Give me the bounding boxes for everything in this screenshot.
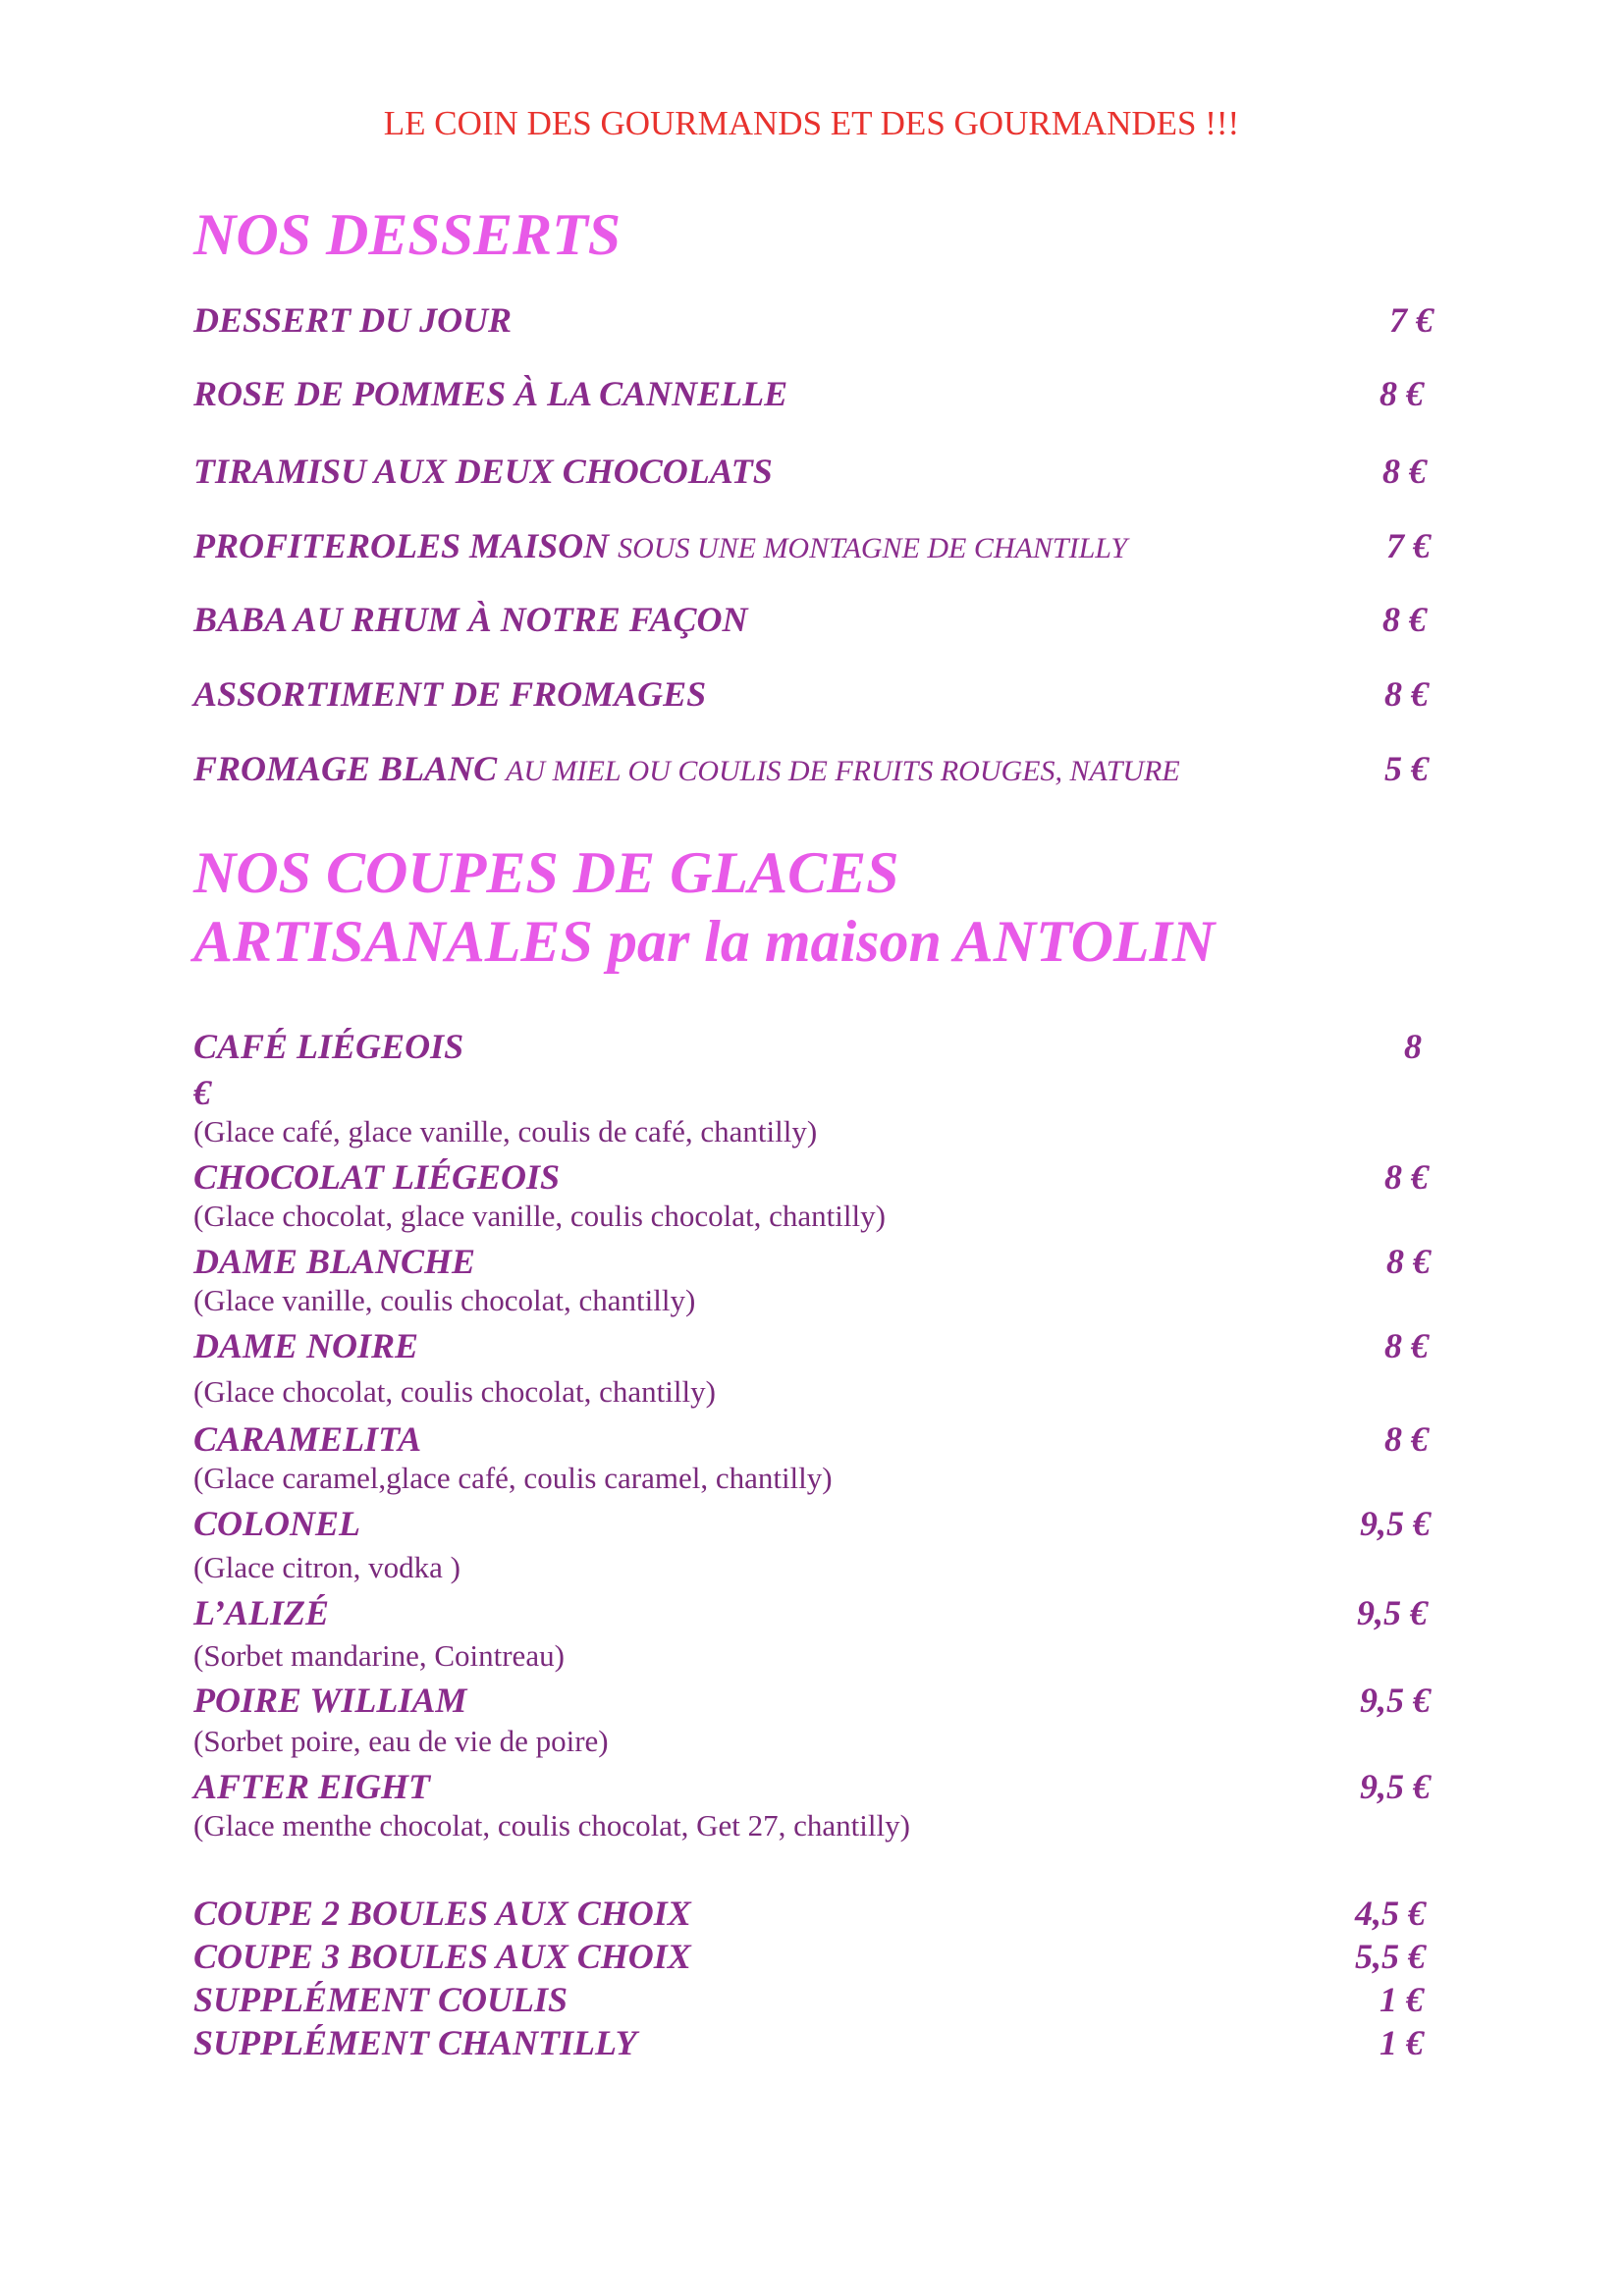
- dessert-item-subtext: AU MIEL OU COULIS DE FRUITS ROUGES, NATURE: [506, 755, 1180, 787]
- dessert-item-name: FROMAGE BLANC: [193, 749, 498, 788]
- glace-item-price: 8 €: [1386, 1242, 1431, 1281]
- dessert-item-price: 8 €: [1380, 374, 1424, 413]
- glace-item-price: 9,5 €: [1360, 1767, 1431, 1806]
- dessert-item-price: 8 €: [1382, 452, 1427, 491]
- dessert-item-row: [193, 525, 1127, 566]
- glace-item-name: CAFÉ LIÉGEOIS: [193, 1027, 464, 1066]
- glace-item-description: (Glace chocolat, coulis chocolat, chantilly): [193, 1374, 716, 1409]
- dessert-item-price: 7 €: [1389, 300, 1434, 340]
- dessert-item-name: TIRAMISU AUX DEUX CHOCOLATS: [193, 452, 773, 491]
- glace-item-price: 9,5 €: [1360, 1681, 1431, 1720]
- extra-item-name: SUPPLÉMENT CHANTILLY: [193, 2023, 637, 2062]
- glace-item-description: (Glace citron, vodka ): [193, 1550, 460, 1584]
- dessert-item-name: PROFITEROLES MAISON: [193, 526, 610, 565]
- glace-item-price: 8: [1404, 1027, 1422, 1066]
- extra-item-price: 5,5 €: [1355, 1937, 1426, 1976]
- glace-item-description: (Glace café, glace vanille, coulis de café, chantilly): [193, 1114, 818, 1148]
- glace-item-price: 8 €: [1384, 1419, 1429, 1459]
- extra-item-name: COUPE 2 BOULES AUX CHOIX: [193, 1894, 691, 1933]
- dessert-item-name: DESSERT DU JOUR: [193, 300, 513, 340]
- extra-item-price: 1 €: [1380, 2023, 1424, 2062]
- dessert-item-price: 8 €: [1384, 674, 1429, 714]
- glace-item-description: (Sorbet mandarine, Cointreau): [193, 1638, 565, 1673]
- glace-item-name: POIRE WILLIAM: [193, 1681, 467, 1720]
- glaces-title-line2: ARTISANALES par la maison ANTOLIN: [193, 909, 1216, 974]
- dessert-item-price: 8 €: [1382, 600, 1427, 639]
- glace-item-price: 8 €: [1384, 1157, 1429, 1197]
- glace-item-price: 8 €: [1384, 1326, 1429, 1365]
- dessert-item-name: ROSE DE POMMES À LA CANNELLE: [193, 374, 788, 413]
- glace-item-description: (Glace chocolat, glace vanille, coulis chocolat, chantilly): [193, 1199, 886, 1233]
- dessert-item-subtext: SOUS UNE MONTAGNE DE CHANTILLY: [618, 532, 1128, 564]
- glace-item-name: L’ALIZÉ: [193, 1593, 330, 1632]
- page-banner: LE COIN DES GOURMANDS ET DES GOURMANDES !!!: [383, 104, 1240, 142]
- glace-item-name: CARAMELITA: [193, 1419, 422, 1459]
- extra-item-price: 4,5 €: [1355, 1894, 1426, 1933]
- glace-item-description: (Sorbet poire, eau de vie de poire): [193, 1724, 609, 1758]
- dessert-item-name: ASSORTIMENT DE FROMAGES: [193, 674, 707, 714]
- glace-item-name: DAME NOIRE: [193, 1326, 419, 1365]
- dessert-item-price: 7 €: [1386, 526, 1431, 565]
- glace-item-description: (Glace vanille, coulis chocolat, chantilly): [193, 1283, 696, 1317]
- dessert-item-row: [193, 748, 1180, 789]
- glace-item-name: AFTER EIGHT: [193, 1767, 431, 1806]
- glace-item-price: 9,5 €: [1357, 1593, 1428, 1632]
- glace-item-description: (Glace caramel,glace café, coulis caramel, chantilly): [193, 1461, 833, 1495]
- glace-item-name: CHOCOLAT LIÉGEOIS: [193, 1157, 561, 1197]
- glace-item-description: (Glace menthe chocolat, coulis chocolat, Get 27, chantilly): [193, 1808, 910, 1842]
- dessert-item-price: 5 €: [1384, 749, 1429, 788]
- desserts-title: NOS DESSERTS: [193, 202, 622, 267]
- glace-item-name: DAME BLANCHE: [193, 1242, 476, 1281]
- glace-item-currency: €: [193, 1073, 211, 1112]
- extra-item-name: COUPE 3 BOULES AUX CHOIX: [193, 1937, 691, 1976]
- glace-item-name: COLONEL: [193, 1504, 360, 1543]
- dessert-item-name: BABA AU RHUM À NOTRE FAÇON: [193, 600, 748, 639]
- glace-item-price: 9,5 €: [1360, 1504, 1431, 1543]
- extra-item-name: SUPPLÉMENT COULIS: [193, 1980, 568, 2019]
- glaces-title-line1: NOS COUPES DE GLACES: [193, 840, 899, 905]
- extra-item-price: 1 €: [1380, 1980, 1424, 2019]
